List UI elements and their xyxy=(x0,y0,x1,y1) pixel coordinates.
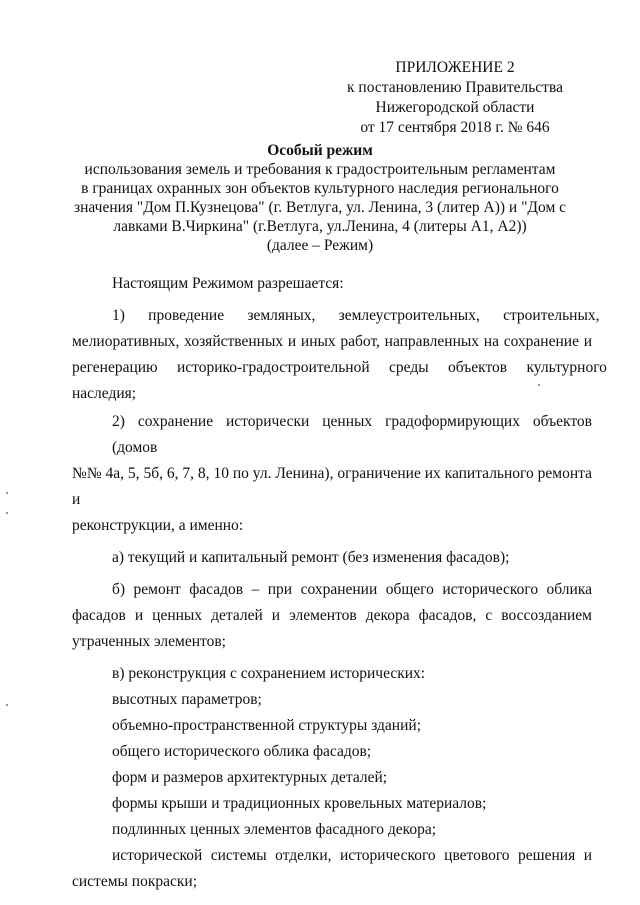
item-1-line: регенерацию историко-градостроительной среды объектов культурного xyxy=(72,359,607,376)
last-item-paragraph xyxy=(72,843,592,895)
scan-artifact xyxy=(6,492,8,494)
item-1-line: 1) проведение земляных, землеустроительных, строительных, xyxy=(112,307,600,324)
intro-paragraph: Настоящим Режимом разрешается: xyxy=(112,275,344,292)
last-item-line: системы покраски; xyxy=(72,873,198,890)
item-b-line: утраченных элементов; xyxy=(72,633,226,650)
title-line: (далее – Режим) xyxy=(266,237,374,254)
title-line: в границах охранных зон объектов культурного наследия регионального xyxy=(81,180,559,197)
appendix-label: ПРИЛОЖЕНИЕ 2 xyxy=(395,59,515,76)
item-a-paragraph: а) текущий и капитальный ремонт (без изменения фасадов); xyxy=(112,549,510,566)
document-body xyxy=(72,271,607,895)
sub-item: объемно-пространственной структуры зданий; xyxy=(112,717,422,734)
title-line: лавками В.Чиркина" (г.Ветлуга, ул.Ленина, 4 (литеры А1, А2)) xyxy=(113,218,527,235)
appendix-region: Нижегородской области xyxy=(375,99,535,116)
sub-item: подлинных ценных элементов фасадного декора; xyxy=(112,821,437,838)
sub-item: формы крыши и традиционных кровельных материалов; xyxy=(112,795,487,812)
sub-item: высотных параметров; xyxy=(112,691,262,708)
item-2-line: №№ 4а, 5, 5б, 6, 7, 8, 10 по ул. Ленина), ограничение их капитального ремонта и xyxy=(72,465,592,508)
item-1-line: наследия; xyxy=(72,385,137,402)
appendix-header xyxy=(330,58,580,138)
item-b-paragraph xyxy=(72,577,592,655)
title-line: значения "Дом П.Кузнецова" (г. Ветлуга, ул. Ленина, 3 (литер А)) и "Дом с xyxy=(73,199,567,216)
item-1-line: мелиоративных, хозяйственных и иных работ, направленных на сохранение и xyxy=(72,333,592,350)
appendix-decree: к постановлению Правительства xyxy=(347,79,563,96)
item-b-line: фасадов и ценных деталей и элементов декора фасадов, с воссозданием xyxy=(72,607,592,624)
item-2-paragraph xyxy=(72,409,592,539)
item-b-line: б) ремонт фасадов – при сохранении общего исторического облика xyxy=(112,581,592,598)
item-2-line: реконструкции, а именно: xyxy=(72,517,244,534)
title-heading: Особый режим xyxy=(267,142,373,159)
item-1-paragraph xyxy=(72,303,607,407)
document-title xyxy=(60,141,580,255)
item-2-line: 2) сохранение исторически ценных градоформирующих объектов (домов xyxy=(112,413,592,456)
scan-artifact xyxy=(6,512,8,514)
appendix-date: от 17 сентября 2018 г. № 646 xyxy=(360,119,550,136)
scan-artifact xyxy=(538,384,540,386)
scan-artifact xyxy=(6,704,8,706)
last-item-line: исторической системы отделки, исторического цветового решения и xyxy=(112,847,592,864)
sub-item: общего исторического облика фасадов; xyxy=(112,743,372,760)
title-line: использования земель и требования к градостроительным регламентам xyxy=(84,161,556,178)
sub-item: форм и размеров архитектурных деталей; xyxy=(112,769,388,786)
item-v-paragraph: в) реконструкция с сохранением исторических: xyxy=(112,665,426,682)
